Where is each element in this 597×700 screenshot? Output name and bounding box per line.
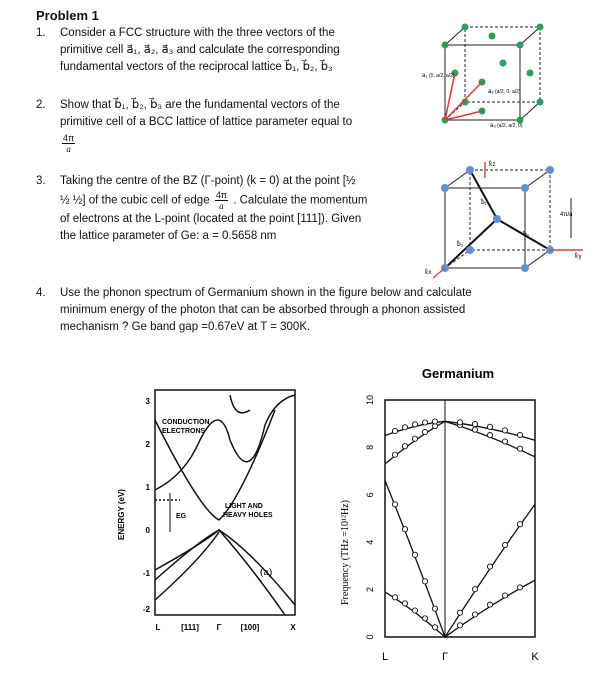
phonon-data-point <box>432 606 437 611</box>
phonon-data-point <box>457 623 462 628</box>
phonon-data-point <box>502 593 507 598</box>
phonon-data-point <box>502 439 507 444</box>
bcc-label-kx: k⃗x <box>425 270 432 276</box>
chart-frame <box>385 400 535 637</box>
band-ytick: -1 <box>142 569 150 578</box>
phonon-data-point <box>487 564 492 569</box>
problem-4-line-3: mechanism ? Ge band gap =0.67eV at T = 300K. <box>60 321 311 333</box>
y-tick-label: 10 <box>365 394 375 406</box>
phonon-data-point <box>412 552 417 557</box>
phonon-data-point <box>517 585 522 590</box>
band-xtick: X <box>290 623 296 632</box>
phonon-data-point <box>392 428 397 433</box>
band-ytick: -2 <box>142 605 150 614</box>
phonon-data-point <box>412 436 417 441</box>
phonon-data-point <box>422 616 427 621</box>
chart-series <box>385 419 535 637</box>
bcc-label-b1: b⃗₁ <box>481 200 487 206</box>
problem-3-line-4: the lattice parameter of Ge: a = 0.5658 nm <box>60 230 277 242</box>
phonon-data-point <box>402 527 407 532</box>
fcc-structure-diagram <box>420 15 550 135</box>
problem-4-line-1: Use the phonon spectrum of Germanium shown in the figure below and calculate <box>60 287 472 299</box>
band-ytick: 3 <box>145 397 150 406</box>
band-ytick: 0 <box>145 526 150 535</box>
band-annotation-holes <box>223 503 273 519</box>
fcc-coord-a3: (a/2, a/2, 0) <box>497 123 523 129</box>
phonon-data-point <box>402 601 407 606</box>
annotation-line: LIGHT AND <box>225 503 263 510</box>
phonon-data-point <box>402 425 407 430</box>
fraction-numerator: 4π <box>215 190 228 200</box>
x-tick-label: L <box>381 651 389 663</box>
fraction-numerator: 4π <box>63 133 75 143</box>
bcc-edge-label: 4π/a <box>560 212 573 218</box>
problem-2-number: 2. <box>36 99 46 111</box>
phonon-data-point <box>422 429 427 434</box>
problem-1-line-1: Consider a FCC structure with the three vectors of the <box>60 27 335 39</box>
x-tick-label: K <box>531 651 539 663</box>
phonon-data-point <box>487 424 492 429</box>
phonon-data-point <box>472 612 477 617</box>
fcc-label-a2: a₂ <box>488 89 494 95</box>
bcc-label-ky: k⃗y <box>575 254 582 260</box>
fraction-denominator: a <box>66 144 71 154</box>
y-tick-label: 0 <box>365 634 375 640</box>
x-tick-label: Γ <box>441 651 449 663</box>
problem-title: Problem 1 <box>36 8 99 23</box>
band-gap-label: EG <box>176 513 187 520</box>
problem-3-line-2b: . Calculate the momentum <box>233 194 368 207</box>
problem-3-number: 3. <box>36 175 46 187</box>
problem-4-line-2: minimum energy of the photon that can be absorbed through a phonon assisted <box>60 304 466 316</box>
phonon-data-point <box>502 542 507 547</box>
phonon-data-point <box>517 446 522 451</box>
problem-3-fraction <box>215 190 228 211</box>
phonon-data-point <box>392 595 397 600</box>
annotation-line: HEAVY HOLES <box>223 512 273 519</box>
bcc-reciprocal-diagram <box>425 158 590 283</box>
chart-ylabel: Frequency (THz =10¹²Hz) <box>340 500 351 605</box>
phonon-data-point <box>457 610 462 615</box>
phonon-data-point <box>432 419 437 424</box>
bcc-label-b3: b⃗₃ <box>457 242 464 248</box>
y-tick-label: 6 <box>365 492 375 498</box>
fcc-coord-a2: (a/2, 0, a/2) <box>495 89 521 95</box>
problem-3-line-2 <box>60 190 367 211</box>
bcc-label-kz: k⃗z <box>489 162 496 168</box>
phonon-data-point <box>412 422 417 427</box>
phonon-data-point <box>487 602 492 607</box>
band-xtick: [100] <box>240 623 260 632</box>
phonon-data-point <box>422 579 427 584</box>
phonon-data-point <box>472 422 477 427</box>
problem-1-line-2: primitive cell a⃗₁, a⃗₂, a⃗₃ and calculate the corresponding <box>60 44 340 56</box>
y-tick-label: 4 <box>365 539 375 545</box>
phonon-data-point <box>422 420 427 425</box>
problem-3-line-3: of electrons at the L-point (located at the point [111]). Given <box>60 213 362 225</box>
phonon-data-point <box>472 427 477 432</box>
phonon-data-point <box>487 433 492 438</box>
chart-y-ticks <box>365 395 375 640</box>
band-structure-figure <box>110 380 320 650</box>
bcc-label-b2: b⃗₂ <box>523 232 530 238</box>
fcc-primitive-vectors <box>445 73 482 120</box>
phonon-data-point <box>472 587 477 592</box>
phonon-data-point <box>502 428 507 433</box>
problem-2-fraction <box>62 133 75 154</box>
y-tick-label: 8 <box>365 444 375 450</box>
problem-3-line-2a: ½ ½] of the cubic cell of edge <box>60 194 210 207</box>
phonon-data-point <box>517 522 522 527</box>
phonon-dispersion-chart <box>330 360 545 670</box>
band-xtick: Γ <box>216 623 222 632</box>
phonon-data-point <box>402 444 407 449</box>
phonon-branch-line <box>385 580 535 637</box>
band-ylabel: ENERGY (eV) <box>117 489 126 540</box>
fcc-coord-a1: (0, a/2, a/2) <box>429 73 455 79</box>
fcc-label-a1: a₁ <box>422 73 428 79</box>
chart-x-ticks <box>382 651 539 663</box>
annotation-line: ELECTRONS <box>162 428 206 435</box>
phonon-data-point <box>517 432 522 437</box>
problem-1-number: 1. <box>36 27 46 39</box>
chart-title: Germanium <box>421 366 495 381</box>
problem-3-line-1: Taking the centre of the BZ (Γ-point) (k = 0) at the point [½ <box>60 175 356 187</box>
band-xtick: L <box>155 623 161 632</box>
annotation-line: CONDUCTION <box>162 419 210 426</box>
problem-1-line-3: fundamental vectors of the reciprocal lattice b⃗₁, b⃗₂, b⃗₃ <box>60 61 333 73</box>
phonon-data-point <box>412 608 417 613</box>
fcc-label-a3: a₃ <box>490 123 496 129</box>
phonon-data-point <box>432 625 437 630</box>
problem-2-line-2: primitive cell of a BCC lattice of lattice parameter equal to <box>60 116 353 128</box>
phonon-data-point <box>457 420 462 425</box>
fraction-denominator: a <box>219 201 224 211</box>
problem-2-line-1: Show that b⃗₁, b⃗₂, b⃗₃ are the fundamental vectors of the <box>60 99 340 111</box>
band-xtick: [111] <box>181 623 199 632</box>
phonon-data-point <box>392 452 397 457</box>
band-ytick: 1 <box>145 483 150 492</box>
band-panel-tag: (a) <box>260 566 273 578</box>
band-annotation-conduction <box>162 419 209 435</box>
problem-4-number: 4. <box>36 287 46 299</box>
phonon-data-point <box>392 502 397 507</box>
band-ytick: 2 <box>145 440 150 449</box>
y-tick-label: 2 <box>365 587 375 593</box>
